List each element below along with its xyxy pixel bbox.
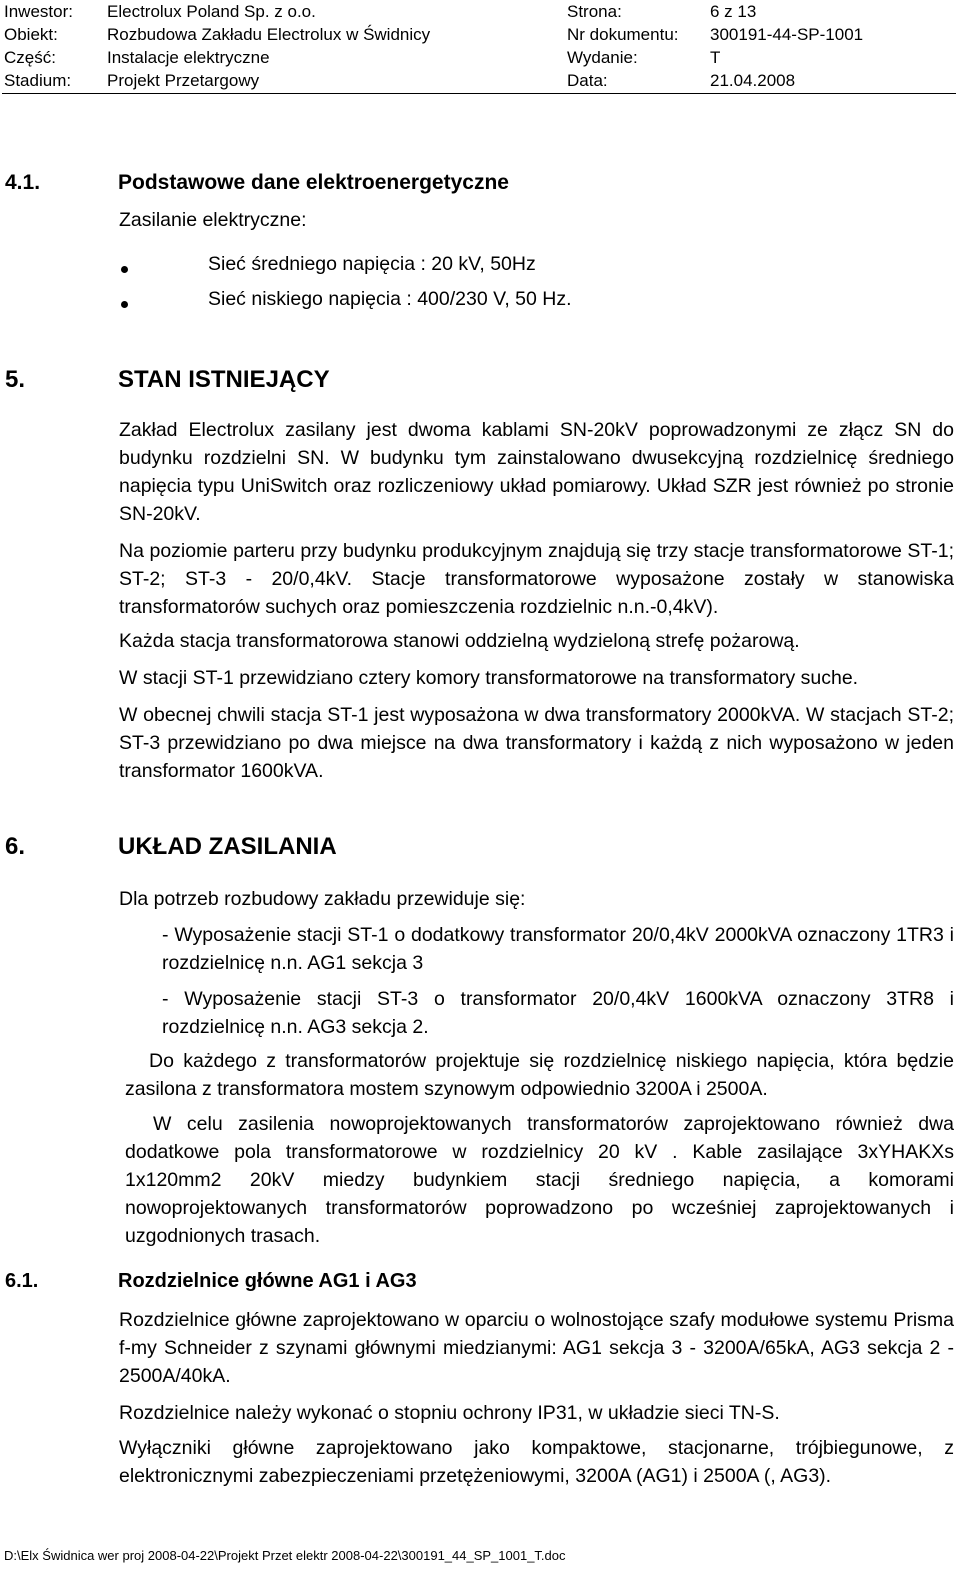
bullet-icon	[121, 266, 128, 273]
list-item: - Wyposażenie stacji ST-1 o dodatkowy transformator 20/0,4kV 2000kVA oznaczony 1TR3 i rozdzielnicę n.n. AG1 sekcja 3	[162, 924, 954, 974]
header-label: Część:	[4, 48, 56, 67]
paragraph: Zakład Electrolux zasilany jest dwoma kablami SN-20kV poprowadzonymi ze złącz SN do budynku rozdzielni SN. W budynku tym zainstalowano dwusekcyjną rozdzielnicę średniego napięcia typu UniSwitch oraz rozliczeniowy układ pomiarowy. Układ SZR jest również po stronie SN-20kV.	[119, 419, 954, 525]
header-row	[4, 0, 956, 23]
paragraph: Dla potrzeb rozbudowy zakładu przewiduje się:	[119, 888, 526, 910]
bullet-item: Sieć średniego napięcia : 20 kV, 50Hz	[208, 253, 536, 275]
header-label: Nr dokumentu:	[567, 25, 679, 44]
header-row	[4, 46, 956, 69]
list-item: - Wyposażenie stacji ST-3 o transformator 20/0,4kV 1600kVA oznaczony 3TR8 i rozdzielnicę n.n. AG3 sekcja 2.	[162, 988, 954, 1038]
header-value: 300191-44-SP-1001	[710, 25, 864, 44]
section-title: Podstawowe dane elektroenergetyczne	[118, 171, 509, 194]
paragraph: Wyłączniki główne zaprojektowano jako kompaktowe, stacjonarne, trójbiegunowe, z elektronicznymi zabezpieczeniami przetężeniowymi, 3200A (AG1) i 2500A (, AG3).	[119, 1437, 954, 1487]
footer-file-path: D:\Elx Świdnica wer proj 2008-04-22\Projekt Przet elektr 2008-04-22\300191_44_SP_1001_T.doc	[4, 1548, 566, 1563]
header-divider	[2, 93, 956, 94]
header-value: Electrolux Poland Sp. z o.o.	[107, 2, 316, 21]
header-label: Obiekt:	[4, 25, 58, 44]
bullet-icon	[121, 301, 128, 308]
section-number: 5.	[5, 366, 26, 393]
header-value: Instalacje elektryczne	[107, 48, 270, 67]
bullet-item: Sieć niskiego napięcia : 400/230 V, 50 Hz.	[208, 288, 572, 310]
header-value: 6 z 13	[710, 2, 757, 21]
section-title: UKŁAD ZASILANIA	[118, 833, 337, 860]
section-number: 4.1.	[5, 171, 41, 194]
paragraph: W celu zasilenia nowoprojektowanych transformatorów zaprojektowano również dwa dodatkowe pola transformatorowe w rozdzielnicy 20 kV . Kable zasilające 3xYHAKXs 1x120mm2 20kV miedzy budynkiem stacji średniego napięcia, a komorami nowoprojektowanych transformatorów poprowadzono po wcześniej zaprojektowanych i uzgodnionych trasach.	[125, 1113, 954, 1247]
paragraph: Rozdzielnice należy wykonać o stopniu ochrony IP31, w układzie sieci TN-S.	[119, 1402, 780, 1424]
paragraph: Rozdzielnice główne zaprojektowano w oparciu o wolnostojące szafy modułowe systemu Prisma f-my Schneider z szynami głównymi miedzianymi: AG1 sekcja 3 - 3200A/65kA, AG3 sekcja 2 - 2500A/40kA.	[119, 1309, 954, 1387]
header-row	[4, 69, 956, 92]
header-row	[4, 23, 956, 46]
section-title: STAN ISTNIEJĄCY	[118, 366, 330, 393]
header-label: Inwestor:	[4, 2, 73, 21]
header-value: Rozbudowa Zakładu Electrolux w Świdnicy	[107, 25, 431, 44]
paragraph: Każda stacja transformatorowa stanowi oddzielną wydzieloną strefę pożarową.	[119, 630, 800, 652]
header-value: Projekt Przetargowy	[107, 71, 260, 90]
header-label: Stadium:	[4, 71, 72, 90]
header-label: Wydanie:	[567, 48, 638, 67]
header-label: Strona:	[567, 2, 622, 21]
power-supply-intro: Zasilanie elektryczne:	[119, 209, 307, 231]
paragraph: Do każdego z transformatorów projektuje się rozdzielnicę niskiego napięcia, która będzie zasilona z transformatora mostem szynowym odpowiednio 3200A i 2500A.	[125, 1050, 954, 1100]
header-value: 21.04.2008	[710, 71, 796, 90]
document-header	[4, 0, 956, 92]
paragraph: Na poziomie parteru przy budynku produkcyjnym znajdują się trzy stacje transformatorowe ST-1; ST-2; ST-3 - 20/0,4kV. Stacje transformatorowe wyposażone zostały w stanowiska transformatorów suchych oraz pomieszczenia rozdzielnic n.n.-0,4kV).	[119, 540, 954, 618]
header-label: Data:	[567, 71, 608, 90]
paragraph: W stacji ST-1 przewidziano cztery komory transformatorowe na transformatory suche.	[119, 667, 859, 689]
paragraph: W obecnej chwili stacja ST-1 jest wyposażona w dwa transformatory 2000kVA. W stacjach ST-2; ST-3 przewidziano po dwa miejsce na dwa transformatory i każdą z nich wyposażono w jeden transformator 1600kVA.	[119, 704, 954, 782]
section-number: 6.1.	[5, 1270, 39, 1292]
header-value: T	[710, 48, 721, 67]
section-title: Rozdzielnice główne AG1 i AG3	[118, 1270, 417, 1292]
section-number: 6.	[5, 833, 26, 860]
